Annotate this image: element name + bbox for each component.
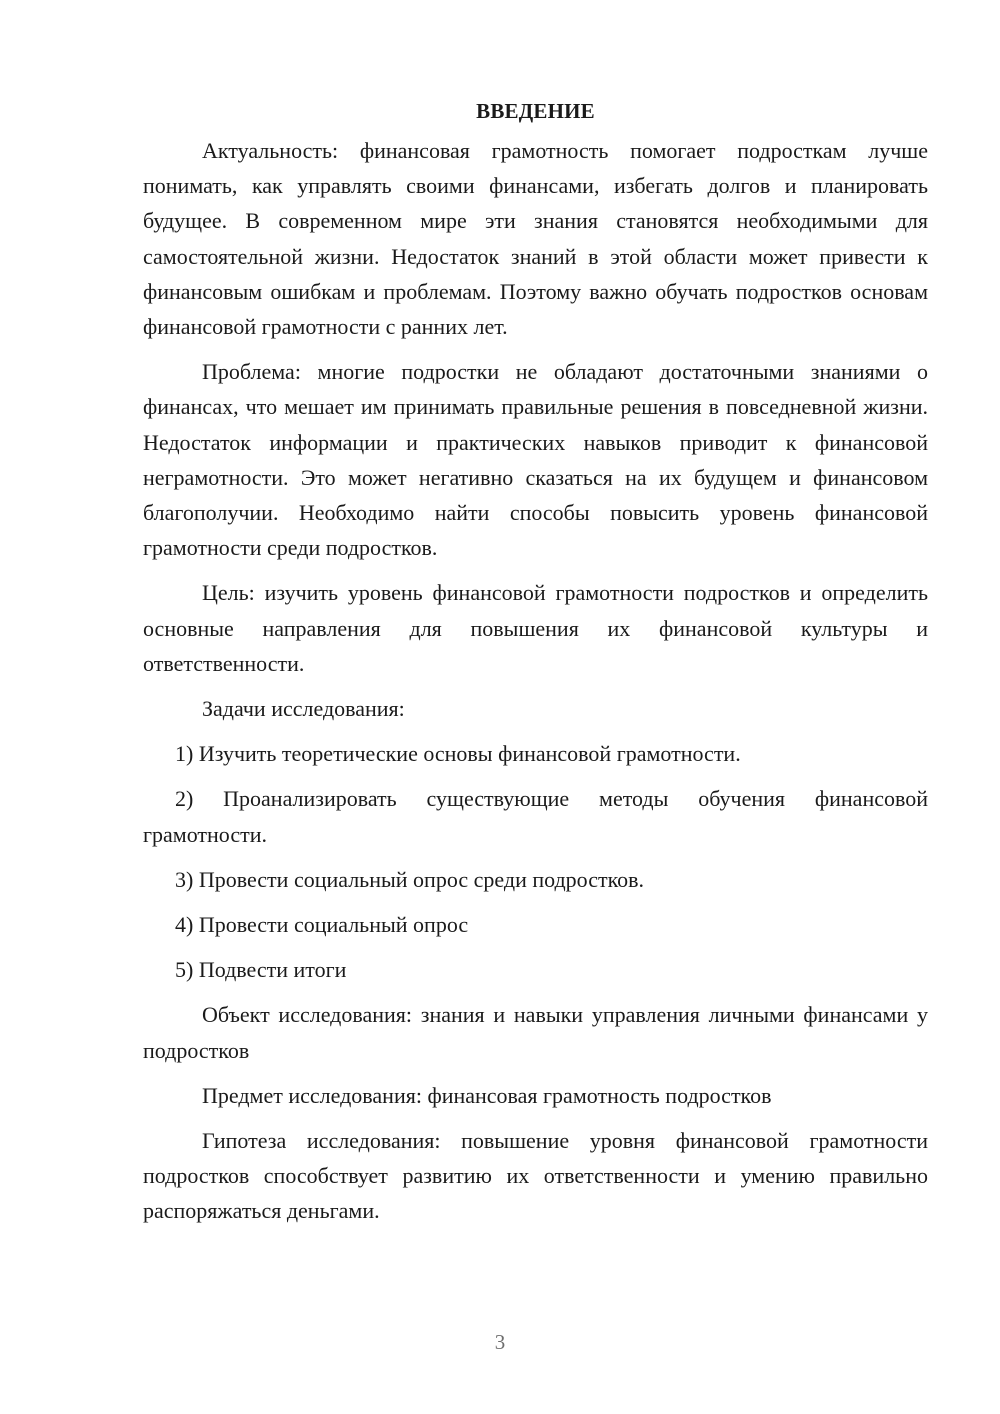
task-item-1: 1) Изучить теоретические основы финансовой грамотности. [175, 741, 741, 767]
task-item-3: 3) Провести социальный опрос среди подростков. [175, 866, 645, 892]
tasks-heading: Задачи исследования: [202, 696, 405, 722]
task-item-2: 2) Проанализировать существующие методы обучения финансовой грамотности. [143, 786, 928, 847]
hypothesis-paragraph: Гипотеза исследования: повышение уровня финансовой грамотности подростков способствует развитию их ответственности и умению правильно распоряжаться деньгами. [143, 1128, 928, 1224]
problem-paragraph: Проблема: многие подростки не обладают достаточными знаниями о финансах, что мешает им принимать правильные решения в повседневной жизни. Недостаток информации и практических навыков приводит к финансовой неграмотности. Это может негативно сказаться на их будущем и финансовом благополучии. Необходимо найти способы повысить уровень финансовой грамотности среди подростков. [143, 359, 928, 561]
object-paragraph: Объект исследования: знания и навыки управления личными финансами у подростков [143, 1002, 928, 1063]
page-number: 3 [494, 1330, 506, 1354]
goal-paragraph: Цель: изучить уровень финансовой грамотности подростков и определить основные направления для повышения их финансовой культуры и ответственности. [143, 580, 928, 676]
subject-paragraph: Предмет исследования: финансовая грамотность подростков [202, 1082, 772, 1108]
document-page [143, 94, 928, 1229]
task-item-5: 5) Подвести итоги [175, 957, 347, 983]
task-item-4: 4) Провести социальный опрос [175, 912, 469, 938]
page-title: ВВЕДЕНИЕ [476, 99, 595, 123]
relevance-paragraph: Актуальность: финансовая грамотность помогает подросткам лучше понимать, как управлять своими финансами, избегать долгов и планировать будущее. В современном мире эти знания становятся необходимыми для самостоятельной жизни. Недостаток знаний в этой области может привести к финансовым ошибкам и проблемам. Поэтому важно обучать подростков основам финансовой грамотности с ранних лет. [143, 138, 928, 340]
